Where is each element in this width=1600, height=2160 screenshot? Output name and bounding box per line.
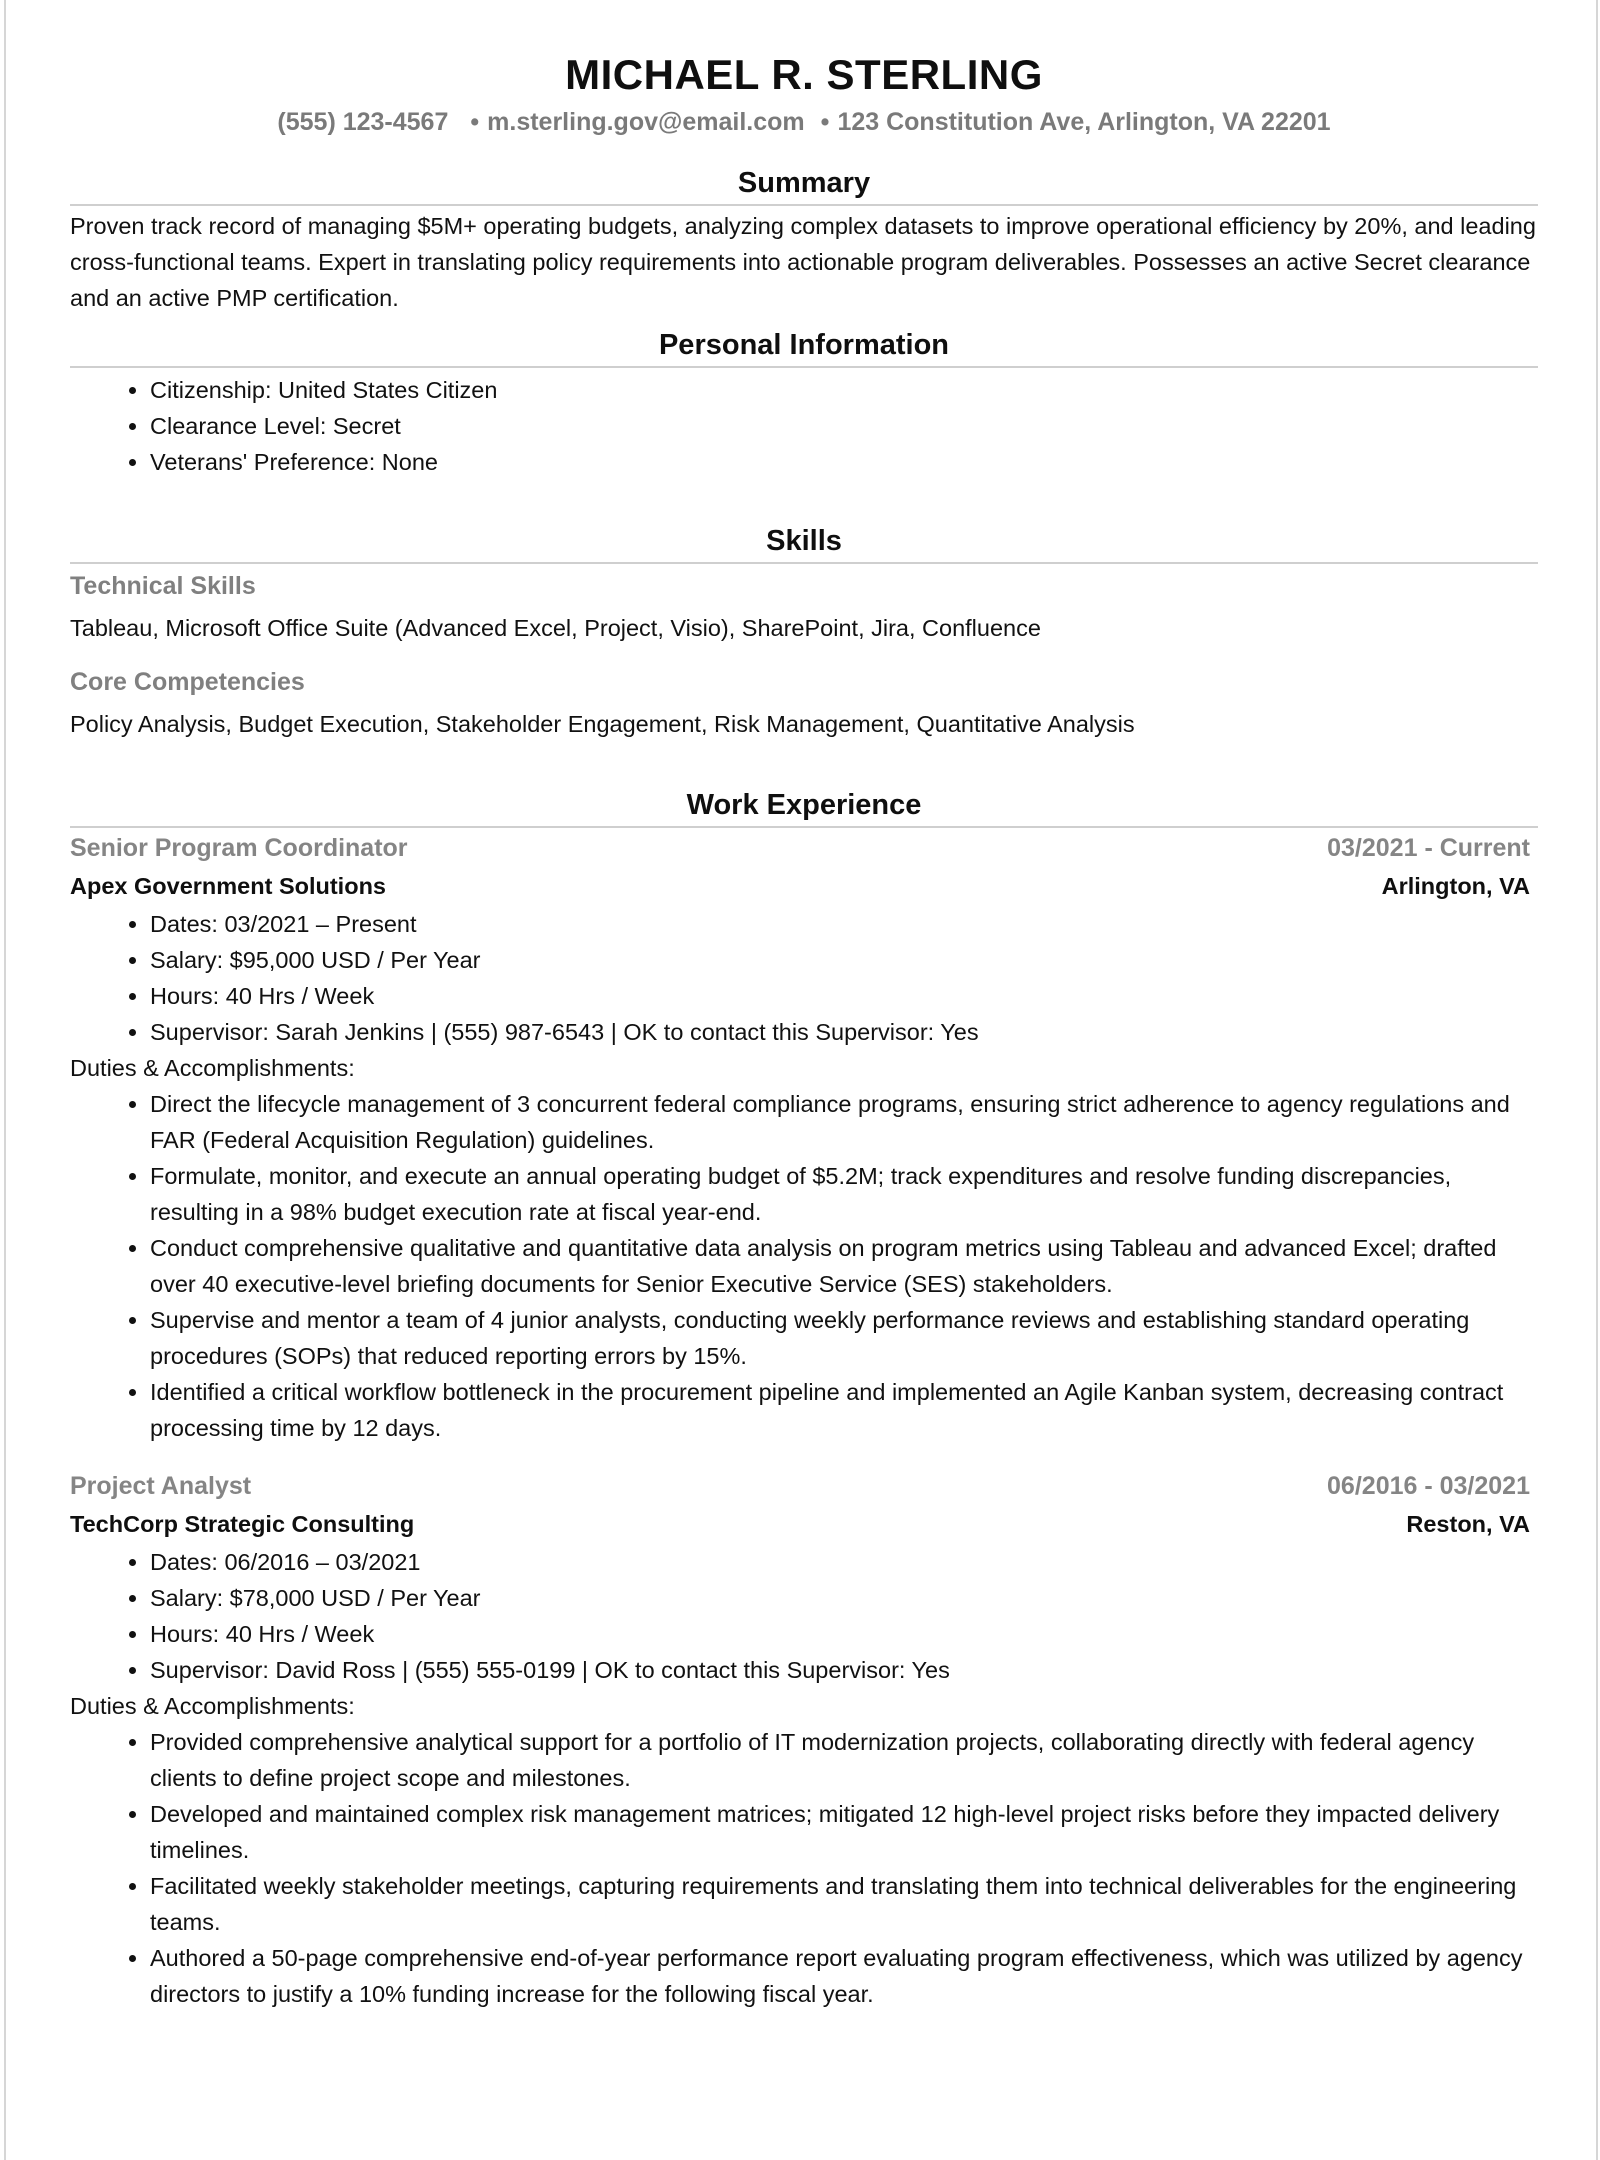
personal-info-heading: Personal Information — [70, 326, 1538, 368]
list-item: • Supervise and mentor a team of 4 junior analysts, conducting weekly performance reviews and establishing standard operating procedures (SOPs) that reduced reporting errors by 15%. — [150, 1302, 1538, 1374]
contact-phone: (555) 123-4567 — [277, 108, 449, 136]
list-item: • Hours: 40 Hrs / Week — [150, 1616, 1538, 1652]
list-item: • Citizenship: United States Citizen — [150, 372, 1538, 408]
summary-heading: Summary — [70, 164, 1538, 206]
resume-content — [70, 48, 1538, 2012]
duties-label: Duties & Accomplishments: — [70, 1693, 355, 1719]
employer-row — [70, 866, 1538, 906]
list-item: • Salary: $95,000 USD / Per Year — [150, 942, 1538, 978]
list-item: • Clearance Level: Secret — [150, 408, 1538, 444]
job-title: Senior Program Coordinator — [70, 834, 408, 862]
job-dates: 03/2021 - Current — [1327, 834, 1530, 862]
list-item: • Developed and maintained complex risk management matrices; mitigated 12 high-level project risks before they impacted delivery timelines. — [150, 1796, 1538, 1868]
contact-separator: • — [470, 108, 480, 136]
list-item: • Supervisor: David Ross | (555) 555-0199 | OK to contact this Supervisor: Yes — [150, 1652, 1538, 1688]
job-header — [70, 1468, 1538, 1504]
technical-skills-label: Technical Skills — [70, 572, 256, 600]
personal-info-list — [70, 372, 1538, 480]
summary-text: Proven track record of managing $5M+ operating budgets, analyzing complex datasets to improve operational efficiency by 20%, and leading cross-functional teams. Expert in translating policy requirements into actionable program deliverables. Possesses an active Secret clearance and an active PMP certification. — [70, 213, 1536, 311]
list-item: • Facilitated weekly stakeholder meetings, capturing requirements and translating them into technical deliverables for the engineering teams. — [150, 1868, 1538, 1940]
list-item: • Veterans' Preference: None — [150, 444, 1538, 480]
job-details-list — [70, 906, 1538, 1050]
contact-line — [70, 104, 1538, 140]
employer-row — [70, 1504, 1538, 1544]
list-item: • Conduct comprehensive qualitative and quantitative data analysis on program metrics using Tableau and advanced Excel; drafted over 40 executive-level briefing documents for Senior Executive Service (SES) stakeholders. — [150, 1230, 1538, 1302]
list-item: • Salary: $78,000 USD / Per Year — [150, 1580, 1538, 1616]
core-competencies-label: Core Competencies — [70, 668, 305, 696]
employer-location: Reston, VA — [1406, 1511, 1530, 1537]
list-item: • Formulate, monitor, and execute an annual operating budget of $5.2M; track expenditures and resolve funding discrepancies, resulting in a 98% budget execution rate at fiscal year-end. — [150, 1158, 1538, 1230]
page-right-border — [1596, 0, 1598, 2160]
job-details-list — [70, 1544, 1538, 1688]
contact-email: m.sterling.gov@email.com — [487, 108, 805, 136]
list-item: • Authored a 50-page comprehensive end-of-year performance report evaluating program effectiveness, which was utilized by agency directors to justify a 10% funding increase for the following fiscal year. — [150, 1940, 1538, 2012]
list-item: • Hours: 40 Hrs / Week — [150, 978, 1538, 1014]
technical-skills-text: Tableau, Microsoft Office Suite (Advanced Excel, Project, Visio), SharePoint, Jira, Confluence — [70, 615, 1041, 641]
job-header — [70, 830, 1538, 866]
job-dates: 06/2016 - 03/2021 — [1327, 1472, 1530, 1500]
contact-address: 123 Constitution Ave, Arlington, VA 22201 — [837, 108, 1331, 136]
list-item: • Direct the lifecycle management of 3 concurrent federal compliance programs, ensuring strict adherence to agency regulations and FAR (Federal Acquisition Regulation) guidelines. — [150, 1086, 1538, 1158]
list-item: • Dates: 03/2021 – Present — [150, 906, 1538, 942]
employer-name: TechCorp Strategic Consulting — [70, 1511, 415, 1537]
duties-list — [70, 1724, 1538, 2012]
list-item: • Dates: 06/2016 – 03/2021 — [150, 1544, 1538, 1580]
job-title: Project Analyst — [70, 1472, 252, 1500]
work-experience-heading: Work Experience — [70, 786, 1538, 828]
contact-separator: • — [820, 108, 830, 136]
employer-name: Apex Government Solutions — [70, 873, 386, 899]
list-item: • Supervisor: Sarah Jenkins | (555) 987-6543 | OK to contact this Supervisor: Yes — [150, 1014, 1538, 1050]
skills-heading: Skills — [70, 522, 1538, 564]
list-item: • Provided comprehensive analytical support for a portfolio of IT modernization projects, collaborating directly with federal agency clients to define project scope and milestones. — [150, 1724, 1538, 1796]
core-competencies-text: Policy Analysis, Budget Execution, Stakeholder Engagement, Risk Management, Quantitative Analysis — [70, 711, 1135, 737]
employer-location: Arlington, VA — [1381, 873, 1530, 899]
list-item: • Identified a critical workflow bottleneck in the procurement pipeline and implemented an Agile Kanban system, decreasing contract processing time by 12 days. — [150, 1374, 1538, 1446]
duties-list — [70, 1086, 1538, 1446]
candidate-name: MICHAEL R. STERLING — [565, 51, 1043, 98]
page-left-border — [4, 0, 6, 2160]
duties-label: Duties & Accomplishments: — [70, 1055, 355, 1081]
